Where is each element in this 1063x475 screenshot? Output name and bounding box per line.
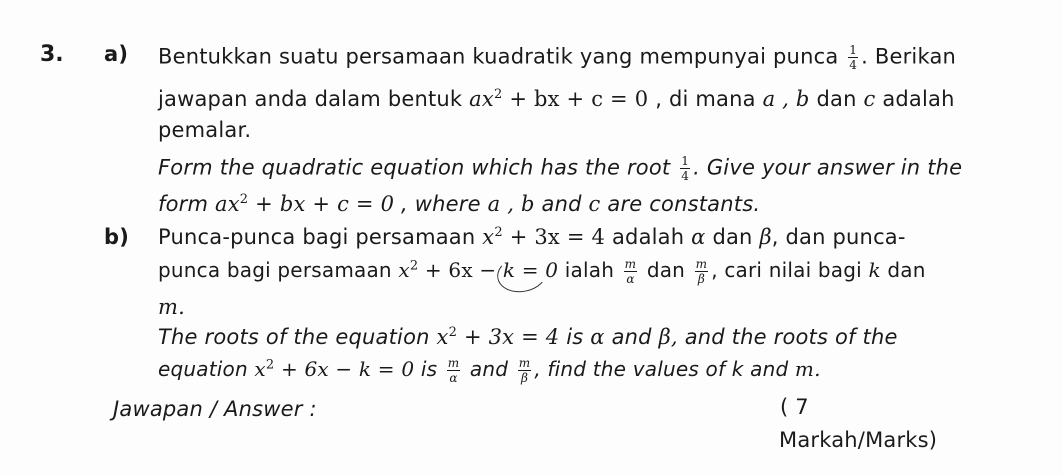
math-x: x bbox=[398, 258, 410, 282]
text: adalah bbox=[882, 87, 955, 111]
text: . Berikan bbox=[861, 44, 957, 69]
math-rest: + 6x bbox=[424, 258, 473, 282]
part-a-english-line2 bbox=[158, 192, 760, 216]
math-rest: + 6x − k = 0 bbox=[280, 357, 415, 381]
part-b-malay-line3: m. bbox=[158, 295, 185, 319]
text: dan bbox=[816, 87, 857, 111]
math-k: k = 0 bbox=[502, 258, 559, 282]
denominator: β bbox=[697, 272, 705, 286]
text: and bbox=[611, 325, 652, 349]
superscript: 2 bbox=[239, 192, 249, 207]
text: adalah bbox=[611, 225, 685, 249]
text: is bbox=[566, 325, 584, 349]
marks-label: Markah/Marks) bbox=[779, 428, 938, 452]
math-alpha: α bbox=[691, 225, 706, 249]
math-alpha: α bbox=[590, 325, 605, 349]
text: dan bbox=[646, 258, 686, 282]
text: and bbox=[469, 357, 509, 381]
math-x: x bbox=[254, 357, 266, 381]
text: is bbox=[420, 357, 438, 381]
superscript: 2 bbox=[493, 87, 503, 102]
text: Bentukkan suatu persamaan kuadratik yang mempunyai punca bbox=[158, 44, 839, 69]
numerator: 1 bbox=[681, 154, 690, 168]
text: dan bbox=[712, 225, 753, 249]
text: , cari nilai bagi bbox=[711, 258, 862, 282]
math-ax: ax bbox=[469, 87, 494, 111]
math-rest: + 3x = 4 bbox=[509, 225, 606, 249]
text: , where bbox=[401, 192, 481, 216]
text: and bbox=[541, 192, 582, 216]
superscript: 2 bbox=[494, 225, 503, 240]
math-x: x bbox=[436, 325, 449, 349]
math-rest: + bx + c = 0 bbox=[509, 87, 649, 111]
text: ialah bbox=[564, 258, 615, 282]
denominator: α bbox=[626, 272, 635, 286]
denominator: 4 bbox=[681, 169, 690, 183]
math-vars: a , b bbox=[487, 192, 535, 216]
numerator: m bbox=[624, 257, 637, 271]
math-var: c bbox=[588, 192, 601, 216]
numerator: m bbox=[447, 356, 460, 370]
math-beta: β, bbox=[658, 325, 678, 349]
fraction-one-quarter bbox=[680, 155, 690, 182]
math-rest: + 3x = 4 bbox=[463, 325, 560, 349]
part-a-malay-line3: pemalar. bbox=[158, 118, 252, 142]
text: equation bbox=[158, 357, 248, 381]
text: , find the values of k and bbox=[534, 357, 789, 381]
text: punca bagi persamaan bbox=[158, 258, 392, 282]
numerator: m bbox=[695, 257, 708, 271]
answer-label: Jawapan / Answer : bbox=[113, 397, 317, 421]
part-a-malay-line1 bbox=[158, 44, 956, 71]
text: dan bbox=[887, 258, 926, 282]
text: The roots of the equation bbox=[158, 325, 430, 349]
text: are constants. bbox=[607, 192, 761, 216]
superscript: 2 bbox=[265, 357, 275, 373]
part-a-english-line1 bbox=[158, 155, 962, 182]
math-m: m. bbox=[794, 357, 821, 381]
math-sign: − bbox=[479, 258, 497, 282]
math-x: x bbox=[482, 225, 495, 249]
part-b-english-line1 bbox=[158, 325, 898, 349]
part-b-label: b) bbox=[104, 225, 130, 249]
text: , di mana bbox=[655, 87, 756, 111]
part-a-malay-line2 bbox=[158, 87, 955, 111]
text: Punca-punca bagi persamaan bbox=[158, 225, 476, 249]
math-beta: β bbox=[759, 225, 772, 249]
part-b-english-line2 bbox=[158, 357, 821, 384]
denominator: 4 bbox=[849, 58, 858, 72]
numerator: 1 bbox=[849, 43, 858, 57]
text: , dan punca- bbox=[771, 225, 906, 249]
math-var: c bbox=[863, 87, 876, 111]
numerator: m bbox=[518, 356, 531, 370]
text: jawapan anda dalam bentuk bbox=[158, 87, 463, 111]
fraction-m-alpha bbox=[447, 357, 461, 384]
superscript: 2 bbox=[409, 258, 419, 274]
fraction-m-beta bbox=[695, 258, 709, 285]
math-vars: a , b bbox=[762, 87, 810, 111]
math-ax: ax bbox=[215, 192, 240, 216]
fraction-one-quarter bbox=[848, 44, 858, 71]
math-k: k bbox=[868, 258, 881, 282]
part-b-malay-line1 bbox=[158, 225, 906, 249]
math-rest: + bx + c = 0 bbox=[255, 192, 395, 216]
text: . Give your answer in the bbox=[693, 155, 963, 180]
fraction-m-beta bbox=[518, 357, 532, 384]
text: form bbox=[158, 192, 209, 216]
denominator: β bbox=[520, 371, 529, 385]
text: Form the quadratic equation which has the root bbox=[158, 155, 671, 180]
question-number: 3. bbox=[40, 42, 64, 67]
fraction-m-alpha bbox=[624, 258, 638, 285]
text: and the roots of the bbox=[684, 325, 898, 349]
marks-paren: ( 7 bbox=[780, 395, 809, 419]
denominator: α bbox=[449, 371, 458, 385]
superscript: 2 bbox=[448, 325, 458, 340]
part-a-label: a) bbox=[104, 42, 129, 66]
